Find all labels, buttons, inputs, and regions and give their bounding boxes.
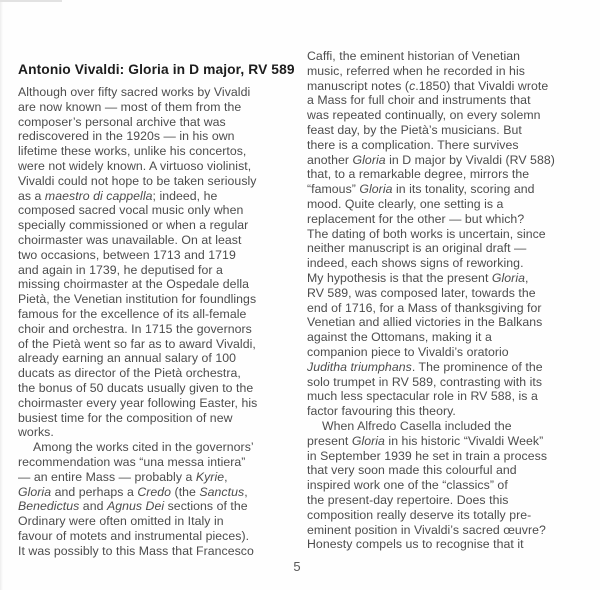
text-line: are now known — most of them from the: [18, 99, 242, 114]
text-line: replacement for the other — but which?: [307, 211, 525, 226]
text-line: choirmaster was unavailable. On at least: [18, 232, 242, 247]
text-line: and again in 1739, he deputised for a: [18, 262, 223, 277]
text-line: choirmaster every year following Easter, his: [18, 395, 258, 410]
paragraph: [307, 49, 595, 419]
text-line: music, referred when he recorded in his: [307, 63, 525, 78]
text-line: in September 1939 he set in train a process: [307, 448, 548, 463]
text-line: famous for the excellence of its all-female: [18, 306, 247, 321]
text-line: Honesty compels us to recognise that it: [307, 537, 524, 552]
text-line: Gloria and perhaps a Credo (the Sanctus,: [18, 484, 248, 499]
text-line: neither manuscript is an original draft —: [307, 241, 527, 256]
text-line: Ordinary were often omitted in Italy in: [18, 514, 224, 529]
text-line: It was possibly to this Mass that Francesco: [18, 543, 254, 558]
text-line: Among the works cited in the governors’: [33, 440, 254, 455]
text-line: works.: [18, 425, 54, 440]
text-line: The dating of both works is uncertain, since: [307, 226, 546, 241]
text-line: ducats as director of the Pietà orchestra,: [18, 366, 241, 381]
text-line: the bonus of 50 ducats usually given to the: [18, 380, 254, 395]
text-line: feast day, by the Pietà’s musicians. But: [307, 122, 522, 137]
text-line: favour of motets and instrumental pieces).: [18, 528, 250, 543]
text-line: lifetime these works, unlike his concertos,: [18, 144, 247, 159]
text-line: of the Pietà went so far as to award Vivaldi,: [18, 336, 256, 351]
text-line: factor favouring this theory.: [307, 404, 456, 419]
text-line: busiest time for the composition of new: [18, 410, 233, 425]
text-line: specially commissioned or when a regular: [18, 218, 249, 233]
text-line: present Gloria in his historic “Vivaldi Week”: [307, 433, 544, 448]
text-line: already earning an annual salary of 100: [18, 351, 236, 366]
paragraph: [18, 85, 304, 440]
text-column-left: [18, 85, 304, 559]
article-title: Antonio Vivaldi: Gloria in D major, RV 589: [18, 62, 295, 78]
text-line: the present-day repertoire. Does this: [307, 492, 509, 507]
text-line: composer’s personal archive that was: [18, 114, 226, 129]
text-line: choir and orchestra. In 1715 the governors: [18, 321, 252, 336]
text-line: My hypothesis is that the present Gloria,: [307, 270, 529, 285]
text-line: recommendation was “una messa intiera”: [18, 454, 246, 469]
text-line: solo trumpet in RV 589, contrasting with its: [307, 374, 543, 389]
text-line: was repeated continually, on every solemn: [307, 108, 541, 123]
text-line: companion piece to Vivaldi’s oratorio: [307, 344, 509, 359]
text-line: mood. Quite clearly, one setting is a: [307, 196, 504, 211]
text-line: as a maestro di cappella; indeed, he: [18, 188, 218, 203]
text-line: end of 1716, for a Mass of thanksgiving for: [307, 300, 542, 315]
page-number: 5: [293, 559, 301, 574]
text-line: RV 589, was composed later, towards the: [307, 285, 536, 300]
text-line: When Alfredo Casella included the: [322, 418, 512, 433]
text-line: that, to a remarkable degree, mirrors the: [307, 167, 530, 182]
text-line: Although over fifty sacred works by Vivaldi: [18, 85, 251, 99]
text-line: composition really deserve its totally pre-: [307, 507, 532, 522]
text-line: “famous” Gloria in its tonality, scoring and: [307, 182, 535, 197]
text-line: two occasions, between 1713 and 1719: [18, 247, 236, 262]
text-line: rediscovered in the 1920s — in his own: [18, 129, 235, 144]
text-line: Juditha triumphans. The prominence of the: [307, 359, 543, 374]
text-line: against the Ottomans, making it a: [307, 330, 492, 345]
text-line: Vivaldi could not hope to be taken seriously: [18, 173, 257, 188]
text-column-right: [307, 49, 595, 552]
paragraph: [307, 419, 595, 552]
text-line: — an entire Mass — probably a Kyrie,: [18, 469, 228, 484]
text-line: a Mass for full choir and instruments that: [307, 93, 531, 108]
text-line: manuscript notes (c.1850) that Vivaldi wrote: [307, 78, 549, 93]
text-line: were not widely known. A virtuoso violinist,: [18, 158, 252, 173]
text-line: Benedictus and Agnus Dei sections of the: [18, 499, 248, 514]
text-line: inspired work one of the “classics” of: [307, 478, 508, 493]
text-line: Pietà, the Venetian institution for foundlings: [18, 292, 257, 307]
paragraph: [18, 440, 304, 558]
text-line: Caffi, the eminent historian of Venetian: [307, 49, 521, 63]
text-line: another Gloria in D major by Vivaldi (RV 588): [307, 152, 555, 167]
text-line: composed sacred vocal music only when: [18, 203, 244, 218]
text-line: eminent position in Vivaldi’s sacred œuvre?: [307, 522, 546, 537]
text-line: Venetian and allied victories in the Balkans: [307, 315, 543, 330]
text-line: much less spectacular role in RV 588, is a: [307, 389, 538, 404]
text-line: missing choirmaster at the Ospedale della: [18, 277, 250, 292]
text-line: indeed, each shows signs of reworking.: [307, 256, 524, 271]
text-line: that very soon made this colourful and: [307, 463, 517, 478]
text-line: there is a complication. There survives: [307, 137, 519, 152]
